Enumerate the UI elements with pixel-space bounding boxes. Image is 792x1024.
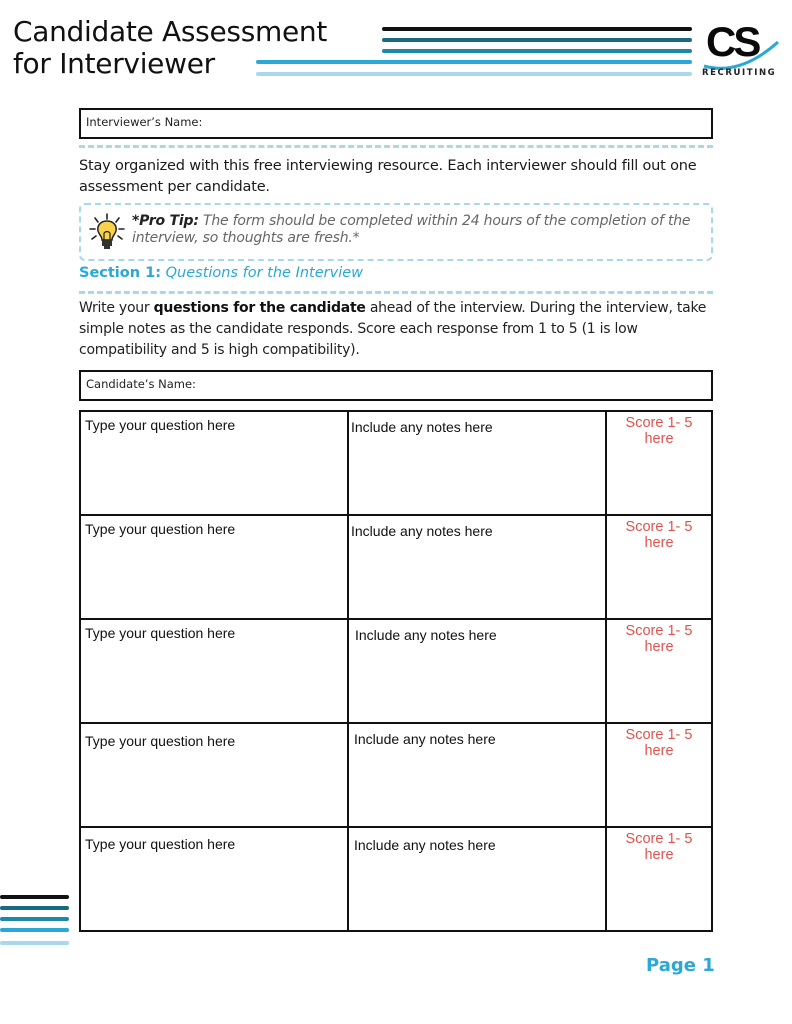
notes-text[interactable]: Include any notes here xyxy=(355,627,497,643)
score-cell[interactable] xyxy=(606,723,712,827)
table-row xyxy=(80,723,712,827)
table-row xyxy=(80,515,712,619)
divider xyxy=(79,291,713,294)
question-cell[interactable] xyxy=(80,515,348,619)
score-cell[interactable] xyxy=(606,411,712,515)
stripe xyxy=(0,917,69,921)
section-number: Section 1: xyxy=(79,265,161,281)
pro-tip-label: *Pro Tip: xyxy=(132,213,199,229)
instructions-after: ahead of the interview. During the interview, take simple notes as the candidate responds. Score each response from 1 to 5 (1 is low compatibility and 5 is high compatibility). xyxy=(79,300,707,358)
interviewer-name-label: Interviewer’s Name: xyxy=(86,115,203,129)
pro-tip-text xyxy=(132,213,712,247)
question-text[interactable]: Type your question here xyxy=(85,733,236,749)
score-cell[interactable] xyxy=(606,515,712,619)
notes-cell[interactable] xyxy=(348,723,606,827)
logo-text: CS xyxy=(706,18,759,65)
question-cell[interactable] xyxy=(80,619,348,723)
stripe xyxy=(382,27,692,31)
notes-text[interactable]: Include any notes here xyxy=(354,837,496,853)
document-title xyxy=(13,16,327,80)
instructions-text xyxy=(79,298,719,361)
pro-tip-box xyxy=(79,203,713,261)
question-text[interactable]: Type your question here xyxy=(85,417,236,433)
score-text[interactable]: Score 1- 5 here xyxy=(625,727,693,759)
stripe xyxy=(382,38,692,42)
notes-cell[interactable] xyxy=(348,411,606,515)
instructions-bold: questions for the candidate xyxy=(153,300,366,316)
notes-text[interactable]: Include any notes here xyxy=(351,523,493,539)
page-number: Page 1 xyxy=(646,955,715,976)
notes-cell[interactable] xyxy=(348,827,606,931)
notes-cell[interactable] xyxy=(348,515,606,619)
logo-subtext: RECRUITING xyxy=(702,68,777,78)
notes-text[interactable]: Include any notes here xyxy=(354,731,496,747)
title-line-1: Candidate Assessment xyxy=(13,15,328,48)
question-text[interactable]: Type your question here xyxy=(85,836,236,852)
stripe xyxy=(256,60,692,64)
instructions-before: Write your xyxy=(79,300,154,316)
question-cell[interactable] xyxy=(80,723,348,827)
stripe xyxy=(0,895,69,899)
table-row xyxy=(80,411,712,515)
notes-text[interactable]: Include any notes here xyxy=(351,419,493,435)
title-line-2: for Interviewer xyxy=(13,47,215,80)
score-cell[interactable] xyxy=(606,827,712,931)
score-text[interactable]: Score 1- 5 here xyxy=(625,831,693,863)
cs-recruiting-logo xyxy=(700,20,788,82)
stripe xyxy=(0,906,69,910)
stripe xyxy=(256,72,692,76)
table-row xyxy=(80,827,712,931)
question-cell[interactable] xyxy=(80,411,348,515)
score-cell[interactable] xyxy=(606,619,712,723)
section-heading xyxy=(79,265,363,281)
score-text[interactable]: Score 1- 5 here xyxy=(625,623,693,655)
intro-text: Stay organized with this free interviewing resource. Each interviewer should fill out one assessment per candidate. xyxy=(79,158,697,195)
questions-table xyxy=(79,410,713,932)
question-text[interactable]: Type your question here xyxy=(85,625,236,641)
pro-tip-body: The form should be completed within 24 hours of the completion of the interview, so thoughts are fresh.* xyxy=(132,213,691,246)
stripe xyxy=(382,49,692,53)
candidate-name-label: Candidate’s Name: xyxy=(86,377,196,391)
divider xyxy=(79,145,713,148)
question-cell[interactable] xyxy=(80,827,348,931)
lightbulb-icon xyxy=(89,213,125,251)
notes-cell[interactable] xyxy=(348,619,606,723)
table-row xyxy=(80,619,712,723)
section-title: Questions for the Interview xyxy=(165,265,364,281)
score-text[interactable]: Score 1- 5 here xyxy=(625,519,693,551)
score-text[interactable]: Score 1- 5 here xyxy=(625,415,693,447)
candidate-name-field[interactable] xyxy=(79,370,713,401)
question-text[interactable]: Type your question here xyxy=(85,521,236,537)
stripe xyxy=(0,941,69,945)
stripe xyxy=(0,928,69,932)
interviewer-name-field[interactable] xyxy=(79,108,713,139)
